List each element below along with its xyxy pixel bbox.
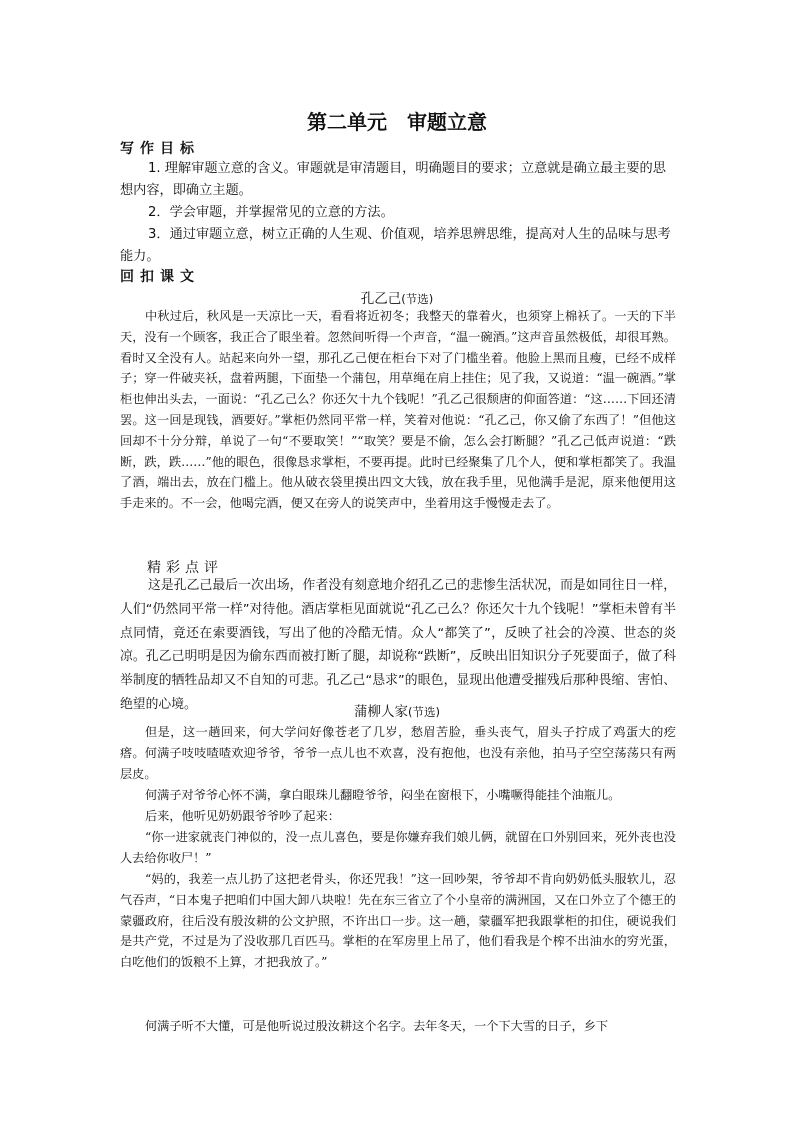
text2-paragraph-4: “你一进家就丧门神似的，没一点儿喜色，要是你嫌弃我们娘儿俩，就留在口外别回来，死外丧也没人去给你收尸！” xyxy=(120,830,676,865)
text2-paragraph-1: 但是，这一趟回来，何大学问好像苍老了几岁，愁眉苦脸，垂头丧气，眉头子拧成了鸡蛋大的疙瘩。何满子吱吱喳喳欢迎爷爷，爷爷一点儿也不欢喜，没有抱他，也没有亲他，拍马子空空荡荡只有两层皮。 xyxy=(120,725,676,781)
comment-heading: 精彩点评 xyxy=(147,560,223,576)
text1-title-note: (节选) xyxy=(401,292,434,306)
goal-item-2: 2．学会审题，并掌握常见的立意的方法。 xyxy=(148,205,394,220)
text2-title-main: 蒲柳人家 xyxy=(354,704,408,720)
review-heading: 回扣课文 xyxy=(120,269,200,285)
text2-paragraph-3: 后来，他听见奶奶跟爷爷吵了起来： xyxy=(145,809,340,823)
text2-title xyxy=(0,700,794,720)
comment-paragraph: 这是孔乙己最后一次出场，作者没有刻意地介绍孔乙己的悲惨生活状况，而是如同往日一样，人们“仍然同平常一样”对待他。酒店掌柜见面就说“孔乙己么？你还欠十九个钱呢！”掌柜未曾有半点同情，竟还在索要酒钱，写出了他的冷酷无情。众人“都笑了”，反映了社会的冷漠、世态的炎凉。孔乙己明明是因为偷东西而被打断了腿，却说称“跌断”，反映出旧知识分子死要面子，做了科举制度的牺牲品却又不自知的可悲。孔乙己“恳求”的眼色，显现出他遭受摧残后那种畏缩、害怕、绝望的心境。 xyxy=(120,578,676,712)
text1-title-main: 孔乙己 xyxy=(360,291,402,307)
text1-title xyxy=(0,287,794,307)
page-title: 第二单元 审题立意 xyxy=(307,110,487,134)
text2-paragraph-5: “妈的，我差一点儿扔了这把老骨头，你还咒我！”这一回吵架，爷爷却不肯向奶奶低头服软儿，忍气吞声，“日本鬼子把咱们中国大卸八块啦！先在东三省立了个小皇帝的满洲国，又在口外立了个德王的蒙疆政府，往后没有殷汝耕的公文护照，不许出口一步。这一趟，蒙疆军把我跟掌柜的扣住，硬说我们是共产党，不过是为了没收那几百匹马。掌柜的在军房里上吊了，他们看我是个榨不出油水的穷光蛋，白吃他们的饭粮不上算，才把我放了。” xyxy=(120,872,676,970)
goal-item-3: 3．通过审题立意，树立正确的人生观、价值观，培养思辨思维，提高对人生的品味与思考能力。 xyxy=(120,227,671,264)
text2-paragraph-6: 何满子听不大懂，可是他听说过殷汝耕这个名字。去年冬天，一个下大雪的日子，乡下 xyxy=(145,1019,609,1033)
goal-item-1: 1. 理解审题立意的含义。审题就是审清题目，明确题目的要求；立意就是确立最主要的思想内容，即确立主题。 xyxy=(120,161,666,198)
goals-heading: 写作目标 xyxy=(120,141,200,157)
text1-paragraph: 中秋过后，秋风是一天凉比一天，看看将近初冬；我整天的靠着火，也须穿上棉袄了。一天的下半天，没有一个顾客，我正合了眼坐着。忽然间听得一个声音，“温一碗酒。”这声音虽然极低，却很耳熟。看时又全没有人。站起来向外一望，那孔乙己便在柜台下对了门槛坐着。他脸上黑而且瘦，已经不成样子；穿一件破夹袄，盘着两腿，下面垫一个蒲包，用草绳在肩上挂住；见了我，又说道：“温一碗酒。”掌柜也伸出头去，一面说：“孔乙己么？你还欠十九个钱呢！”孔乙己很颓唐的仰面答道：“这……下回还清罢。这一回是现钱，酒要好。”掌柜仍然同平常一样，笑着对他说：“孔乙己，你又偷了东西了！”但他这回却不十分分辩，单说了一句“不要取笑！”“取笑？要是不偷，怎么会打断腿？”孔乙己低声说道：“跌断，跌，跌……”他的眼色，很像恳求掌柜，不要再提。此时已经聚集了几个人，便和掌柜都笑了。我温了酒，端出去，放在门槛上。他从破衣袋里摸出四文大钱，放在我手里，见他满手是泥，原来他便用这手走来的。不一会，他喝完酒，便又在旁人的说笑声中，坐着用这手慢慢走去了。 xyxy=(120,309,676,511)
text2-title-note: (节选) xyxy=(408,705,440,719)
text2-paragraph-2: 何满子对爷爷心怀不满，拿白眼珠儿翻瞪爷爷，闷坐在窗根下，小嘴噘得能挂个油瓶儿。 xyxy=(145,788,621,802)
